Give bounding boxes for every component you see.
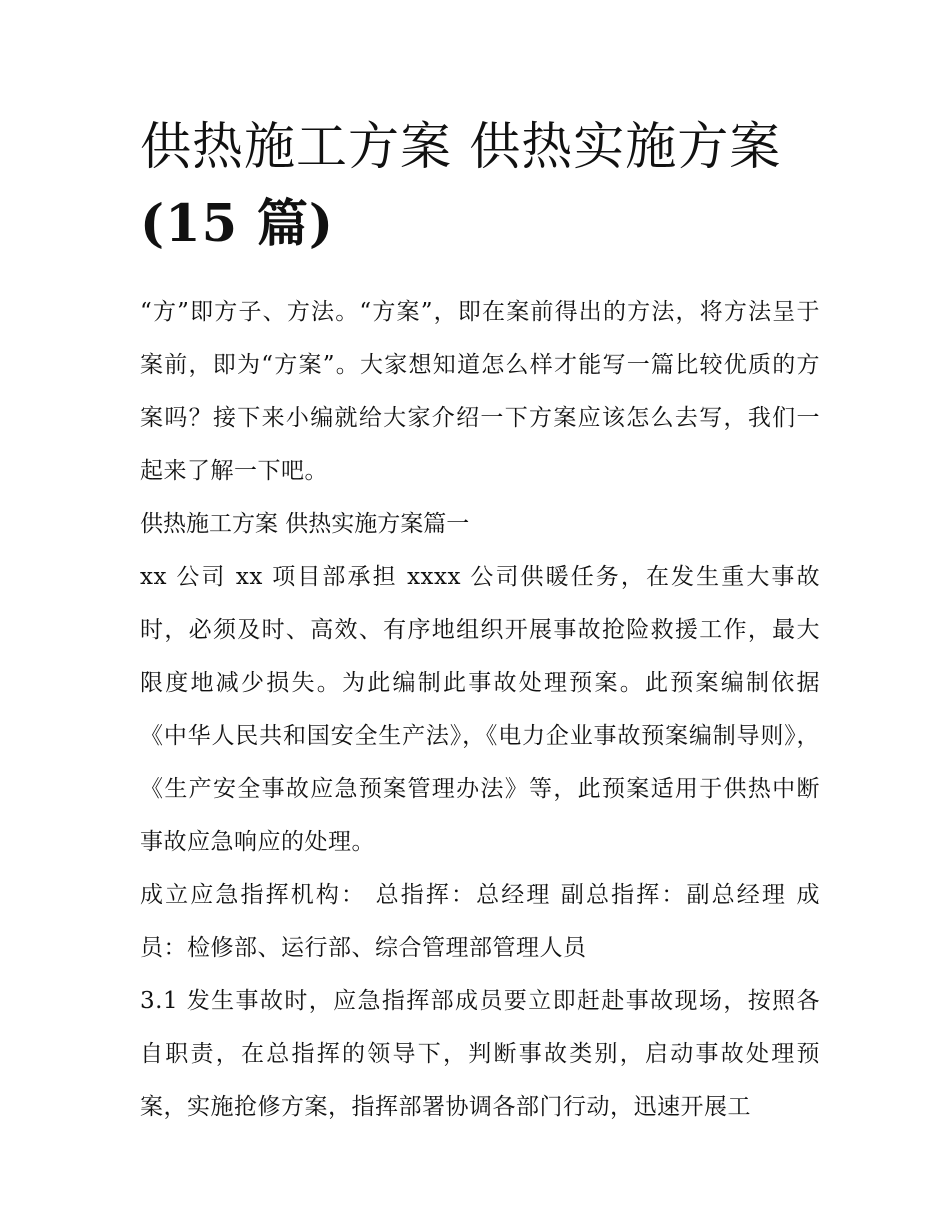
document-title xyxy=(140,110,820,262)
document-page xyxy=(140,110,820,1134)
body-paragraph-3: 3.1 发生事故时，应急指挥部成员要立即赶赴事故现场，按照各自职责，在总指挥的领导下，判断事故类别，启动事故处理预案，实施抢修方案，指挥部署协调各部门行动，迅速开展工 xyxy=(140,988,820,1120)
title-line-2: (15 篇) xyxy=(140,194,334,254)
body-paragraph-1: xx 公司 xx 项目部承担 xxxx 公司供暖任务，在发生重大事故时，必须及时、高效、有序地组织开展事故抢险救援工作，最大限度地减少损失。为此编制此事故处理预案。此预案编制依据《中华人民共和国安全生产法》，《电力企业事故预案编制导则》，《生产安全事故应急预案管理办法》等，此预案适用于供热中断事故应急响应的处理。 xyxy=(140,564,820,855)
body-paragraph-2: 成立应急指挥机构： 总指挥：总经理 副总指挥：副总经理 成员：检修部、运行部、综合管理部管理人员 xyxy=(140,882,820,961)
section-heading: 供热施工方案 供热实施方案篇一 xyxy=(140,511,470,537)
intro-paragraph: “方”即方子、方法。“方案”，即在案前得出的方法，将方法呈于案前，即为“方案”。大家想知道怎么样才能写一篇比较优质的方案吗？接下来小编就给大家介绍一下方案应该怎么去写，我们一起来了解一下吧。 xyxy=(140,299,820,484)
title-line-1: 供热施工方案 供热实施方案 xyxy=(140,118,782,177)
